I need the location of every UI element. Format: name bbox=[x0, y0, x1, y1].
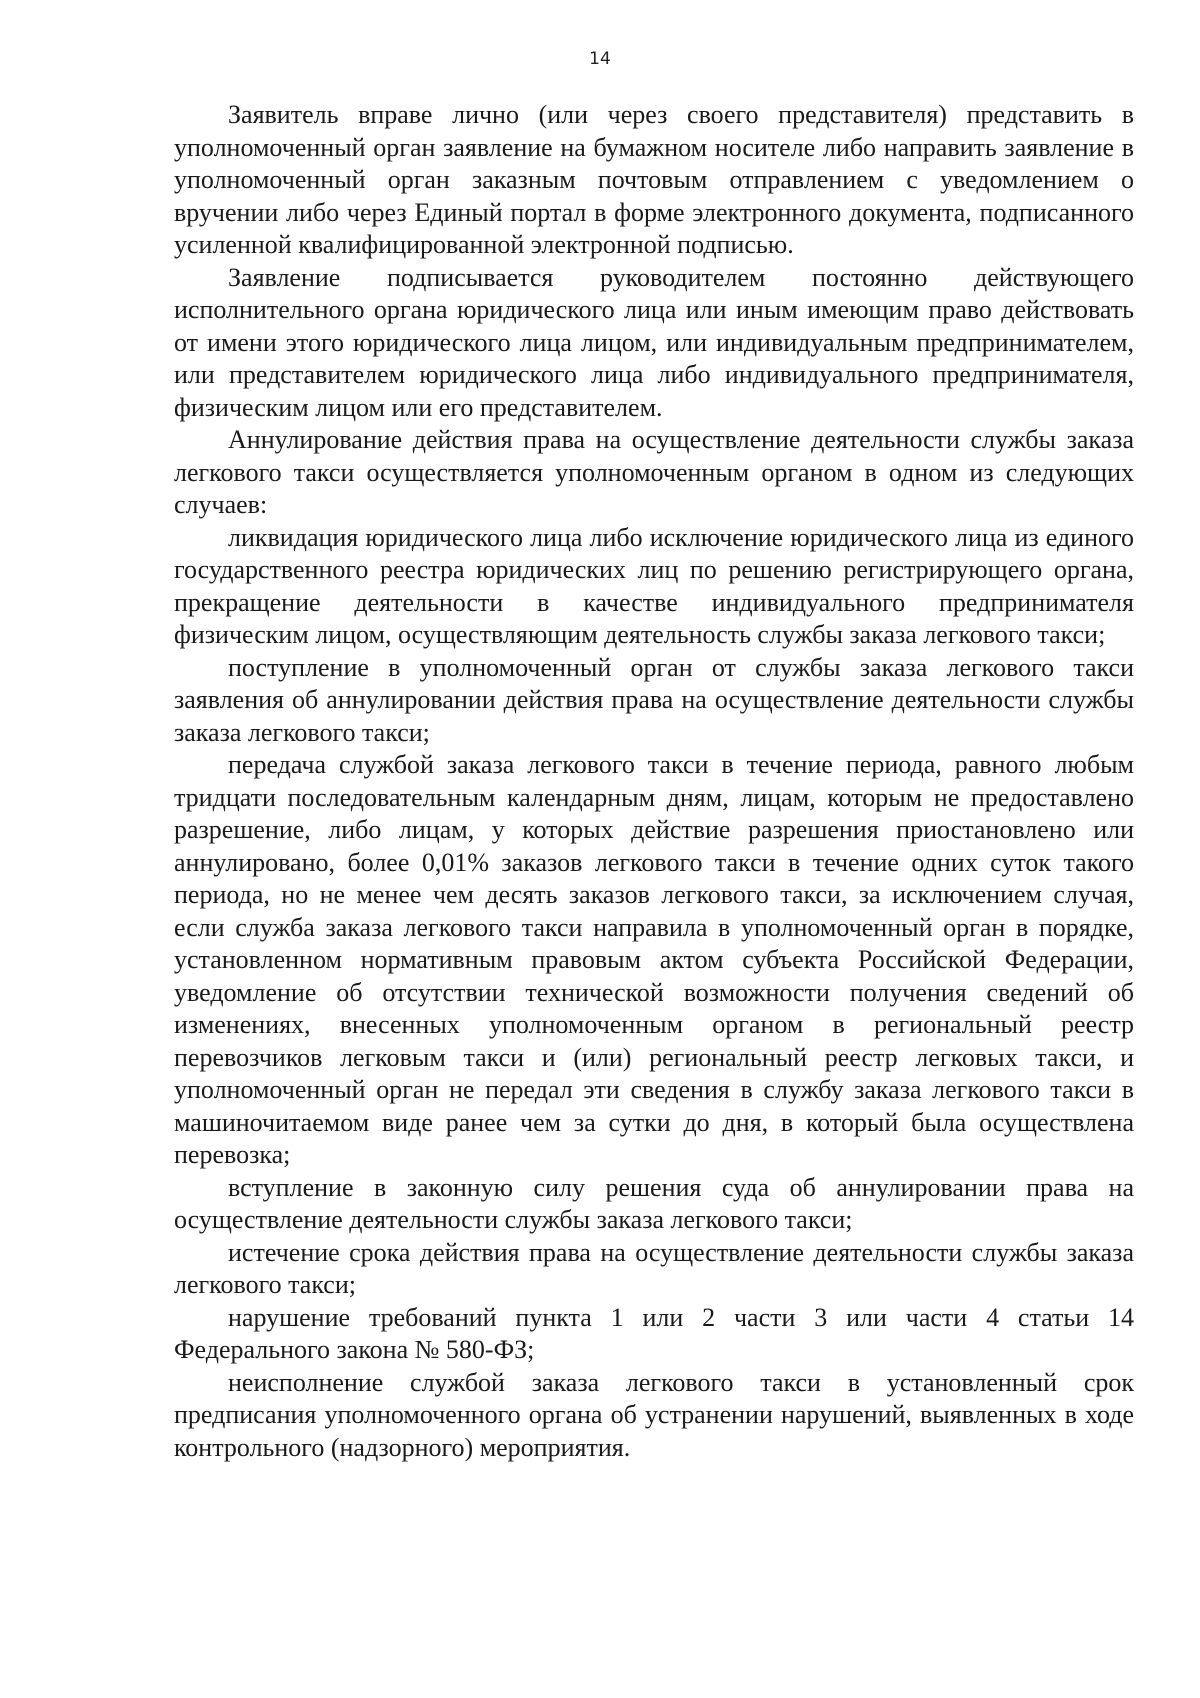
paragraph-case-court-decision: вступление в законную силу решения суда об аннулировании права на осуществление деятельности службы заказа легкового такси; bbox=[174, 1172, 1134, 1234]
paragraph-annulment-intro: Аннулирование действия права на осуществление деятельности службы заказа легкового такси осуществляется уполномоченным органом в одном из следующих случаев: bbox=[174, 425, 1134, 519]
paragraph-case-order-transfer: передача службой заказа легкового такси в течение периода, равного любым тридцати последовательным календарным дням, лицам, которым не предоставлено разрешение, либо лицам, у которых действие разрешения приостановлено или аннулировано, более 0,01% заказов легкового такси в течение одних суток такого периода, но не менее чем десять заказов легкового такси, за исключением случая, если служба заказа легкового такси направила в уполномоченный орган в порядке, установленном нормативным правовым актом субъекта Российской Федерации, уведомление об отсутствии технической возможности получения сведений об изменениях, внесенных уполномоченным органом в региональный реестр перевозчиков легковым такси и (или) региональный реестр легковых такси, и уполномоченный орган не передал эти сведения в службу заказа легкового такси в машиночитаемом виде ранее чем за сутки до дня, в который была осуществлена перевозка; bbox=[174, 750, 1134, 1169]
paragraph-case-expiry: истечение срока действия права на осуществление деятельности службы заказа легкового такси; bbox=[174, 1237, 1134, 1299]
paragraph-case-non-compliance: неисполнение службой заказа легкового такси в установленный срок предписания уполномоченного органа об устранении нарушений, выявленных в ходе контрольного (надзорного) мероприятия. bbox=[174, 1367, 1134, 1462]
paragraph-case-application: поступление в уполномоченный орган от службы заказа легкового такси заявления об аннулировании действия права на осуществление деятельности службы заказа легкового такси; bbox=[174, 652, 1134, 747]
paragraph-application-signing: Заявление подписывается руководителем постоянно действующего исполнительного органа юридического лица или иным имеющим право действовать от имени этого юридического лица лицом, или индивидуальным предпринимателем, или представителем юридического лица либо индивидуального предпринимателя, физическим лицом или его представителем. bbox=[174, 262, 1134, 422]
paragraph-case-liquidation: ликвидация юридического лица либо исключение юридического лица из единого государственного реестра юридических лиц по решению регистрирующего органа, прекращение деятельности в качестве индивидуального предпринимателя физическим лицом, осуществляющим деятельность службы заказа легкового такси; bbox=[174, 522, 1134, 649]
page-number: 14 bbox=[589, 49, 611, 69]
document-body bbox=[174, 99, 1134, 1464]
paragraph-case-law-violation: нарушение требований пункта 1 или 2 части 3 или части 4 статьи 14 Федерального закона № 580-ФЗ; bbox=[174, 1302, 1134, 1364]
paragraph-applicant-submission: Заявитель вправе лично (или через своего представителя) представить в уполномоченный орган заявление на бумажном носителе либо направить заявление в уполномоченный орган заказным почтовым отправлением с уведомлением о вручении либо через Единый портал в форме электронного документа, подписанного усиленной квалифицированной электронной подписью. bbox=[174, 100, 1134, 259]
